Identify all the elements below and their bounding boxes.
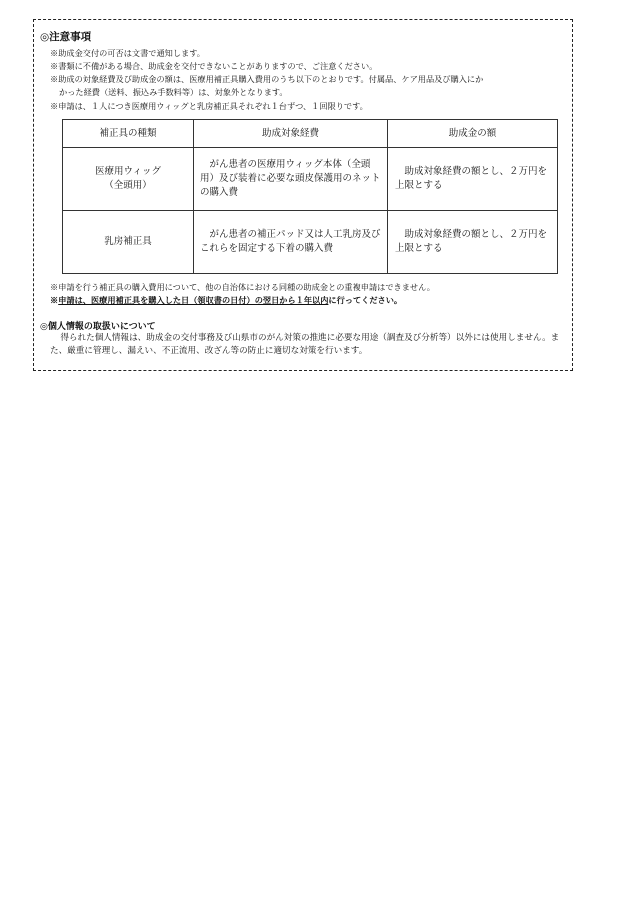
deadline-prefix: ※ <box>50 295 59 305</box>
cell-device-type <box>63 148 194 211</box>
cell-aid-amount: 助成対象経費の額とし、２万円を上限とする <box>388 211 558 274</box>
notice-line-3: ※助成の対象経費及び助成金の額は、医療用補正具購入費用のうち以下のとおりです。付属品、ケア用品及び購入にか <box>50 74 484 84</box>
table-header-row <box>63 120 558 148</box>
deadline-underlined: 申請は、医療用補正具を購入した日（領収書の日付）の翌日から１年以内 <box>58 295 329 305</box>
notice-line-4: ※申請は、１人につき医療用ウィッグと乳房補正具それぞれ１台ずつ、１回限りです。 <box>50 101 368 111</box>
header-device-type: 補正具の種類 <box>63 120 194 148</box>
table-row <box>63 211 558 274</box>
notice-title: ◎注意事項 <box>40 31 92 43</box>
table-row <box>63 148 558 211</box>
aid-table <box>62 119 558 274</box>
header-eligible-expense: 助成対象経費 <box>194 120 388 148</box>
privacy-text: 得られた個人情報は、助成金の交付事務及び山県市のがん対策の推進に必要な用途（調査及び分析等）以外には使用しません。また、厳重に管理し、漏えい、不正流用、改ざん等の防止に適切な対策を行います。 <box>50 333 560 356</box>
privacy-title: ◎個人情報の取扱いについて <box>40 322 156 332</box>
cell-aid-amount: 助成対象経費の額とし、２万円を上限とする <box>388 148 558 211</box>
cell-eligible-expense: がん患者の補正パッド又は人工乳房及びこれらを固定する下着の購入費 <box>194 211 388 274</box>
device-type-note: （全頭用） <box>104 180 152 191</box>
device-type-name: 乳房補正具 <box>104 236 152 247</box>
header-aid-amount: 助成金の額 <box>388 120 558 148</box>
deadline-note <box>50 294 402 306</box>
notice-line-3-continued: かった経費（送料、振込み手数料等）は、対象外となります。 <box>59 87 288 97</box>
device-type-name: 医療用ウィッグ <box>95 166 161 177</box>
duplicate-application-note: ※申請を行う補正具の購入費用について、他の自治体における同種の助成金との重複申請はできません。 <box>50 282 435 292</box>
cell-device-type <box>63 211 194 274</box>
notice-line-1: ※助成金交付の可否は文書で通知します。 <box>50 48 205 58</box>
notice-box <box>33 19 573 371</box>
notice-line-2: ※書類に不備がある場合、助成金を交付できないことがありますので、ご注意ください。 <box>50 61 378 71</box>
deadline-suffix: に行ってください。 <box>328 295 403 305</box>
cell-eligible-expense: がん患者の医療用ウィッグ本体（全頭用）及び装着に必要な頭皮保護用のネットの購入費 <box>194 148 388 211</box>
